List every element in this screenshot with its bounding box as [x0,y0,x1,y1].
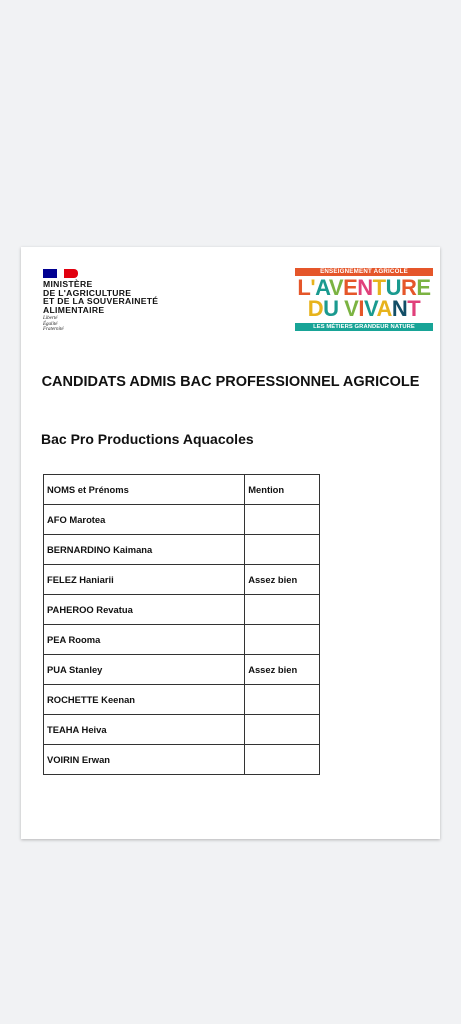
table-row [44,745,320,775]
candidate-mention [245,625,320,655]
ministry-logo [43,269,203,332]
ministry-line: MINISTÈRE [43,279,93,289]
candidate-name: VOIRIN Erwan [44,745,245,775]
candidate-mention [245,595,320,625]
candidate-mention [245,685,320,715]
table-row [44,535,320,565]
candidate-mention [245,505,320,535]
column-header-mention: Mention [245,475,320,505]
candidate-name: ROCHETTE Keenan [44,685,245,715]
candidate-name: PAHEROO Revatua [44,595,245,625]
candidate-mention: Assez bien [245,565,320,595]
document-title: CANDIDATS ADMIS BAC PROFESSIONNEL AGRICOLE [41,374,420,390]
table-row [44,595,320,625]
ministry-name [43,280,203,314]
table-row [44,685,320,715]
ministry-line: ALIMENTAIRE [43,304,105,315]
results-table [43,474,320,775]
table-header-row [44,475,320,505]
french-flag-icon [43,269,203,278]
candidate-mention [245,535,320,565]
column-header-names: NOMS et Prénoms [44,475,245,505]
section-title: Bac Pro Productions Aquacoles [41,431,254,447]
table-row [44,655,320,685]
table-row [44,565,320,595]
candidate-name: FELEZ Haniarii [44,565,245,595]
motto-line: Égalité [43,321,58,327]
ministry-line: DE L'AGRICULTURE [43,287,132,298]
motto-line: Liberté [43,316,58,322]
logo-tagline: LES MÉTIERS GRANDEUR NATURE [295,323,433,331]
candidate-name: TEAHA Heiva [44,715,245,745]
document-page [21,247,440,839]
candidate-name: PEA Rooma [44,625,245,655]
table-row [44,715,320,745]
candidate-name: BERNARDINO Kaimana [44,535,245,565]
candidate-mention [245,745,320,775]
motto-line: Fraternité [43,326,64,332]
logo-line-1: L'AVENTURE [297,275,431,300]
aventure-du-vivant-logo [295,267,433,333]
candidate-mention: Assez bien [245,655,320,685]
table-row [44,505,320,535]
candidate-mention [245,715,320,745]
logo-line-2: DU VIVANT [307,296,421,321]
republic-motto [43,316,203,332]
table-row [44,625,320,655]
candidate-name: AFO Marotea [44,505,245,535]
logo-banner: ENSEIGNEMENT AGRICOLE [295,268,433,276]
ministry-line: ET DE LA SOUVERAINETÉ [43,296,159,307]
candidate-name: PUA Stanley [44,655,245,685]
